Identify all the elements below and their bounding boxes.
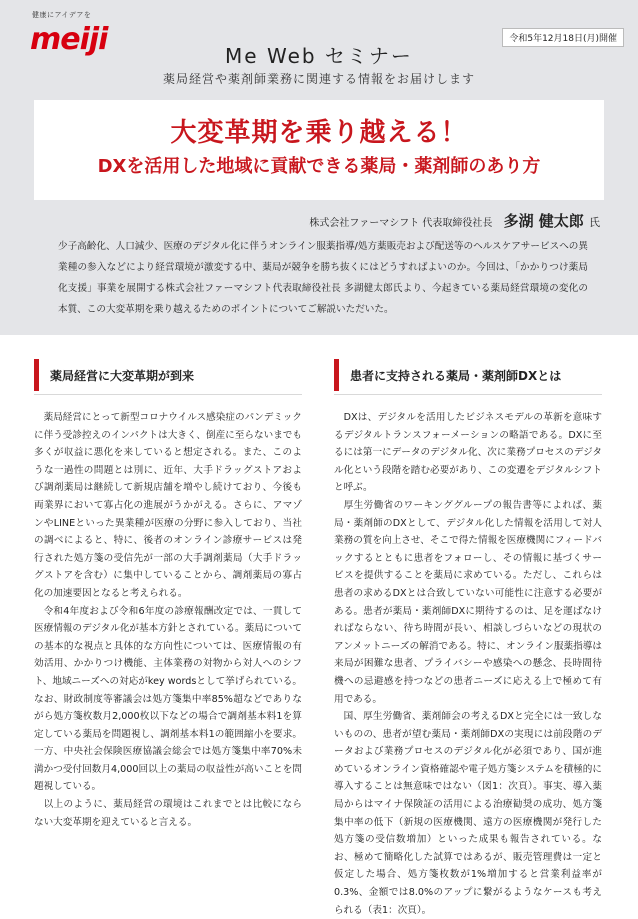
left-column	[34, 355, 302, 831]
paragraph: DXは、デジタルを活用したビジネスモデルの革新を意味するデジタルトランスフォーメーションの略語である。DXに至るには第一にデータのデジタル化、次に業務プロセスのデジタル化という段階を踏む必要があり、この変遷をデジタルシフトと呼ぶ。	[334, 412, 602, 494]
left-body	[34, 409, 302, 831]
sub-title: DXを活用した地域に貢献できる薬局・薬剤師のあり方	[97, 156, 541, 177]
date-badge: 令和5年12月18日(月)開催	[502, 28, 624, 47]
seminar-title: Me Web セミナー	[225, 44, 413, 68]
main-title: 大変革期を乗り越える！	[170, 118, 468, 148]
heading-accent-bar	[334, 359, 339, 391]
intro-text: 少子高齢化、人口減少、医療のデジタル化に伴うオンライン服薬指導/処方薬販売および配送等のヘルスケアサービスへの異業種の参入などにより経営環境が激変する中、薬局が競争を勝ち抜くにはどうすればよいのか。今回は、「かかりつけ薬局化支援」事業を展開する株式会社ファーマシフト代表取締役社長 多湖健太郎氏より、今起きている薬局経営環境の変化の本質、この大変革期を乗り越えるためのポイントについてご解説いただいた。	[58, 241, 588, 315]
paragraph: 令和4年度および令和6年度の診療報酬改定では、一貫して医療情報のデジタル化が基本方針とされている。薬局についての基本的な視点と具体的な方向性については、医療情報の有効活用、かかりつけ機能、主体業務の対物から対人へのシフト、地域ニーズへの対応がkey wordsとして挙げられている。なお、財政制度等審議会は処方箋集中率85%超などでありながら処方箋枚数月2,000枚以下などの場合で調剤基本料1を算定している薬局を問題視し、調剤基本料1の範囲縮小を要求。一方、中央社会保険医療協議会総会では処方箋集中率70%未満かつ受付回数月4,000回以上の薬局の収益性が高いことを問題視している。	[34, 605, 302, 793]
speaker	[309, 210, 600, 231]
seminar-subtitle: 薬局経営や薬剤師業務に関連する情報をお届けします	[162, 72, 475, 86]
paragraph: 薬局経営にとって新型コロナウイルス感染症のパンデミックに伴う受診控えのインパクトは大きく、倒産に至らないまでも多くが収益に悪化を来していると想定される。また、このような一過性の問題とは別に、近年、大手ドラッグストアおよび調剤薬局は継続して新規店舗を増やし続けており、今後も両業界において寡占化の進展がうかがえる。さらに、アマゾンやLINEといった異業種が医療の分野に参入しており、当社の調べによると、特に、後者のオンライン診療サービスは発行された処方箋の受信先が一部の大手調剤薬局（大手ドラッグストアを含む）に集中していることから、調剤薬局の寡占化の加速要因となると考えられる。	[34, 412, 302, 599]
section-title-left: 薬局経営に大変革期が到来	[50, 369, 195, 383]
section-heading-left	[34, 355, 302, 395]
title-band	[34, 100, 604, 200]
meiji-logo: meiji	[30, 22, 108, 57]
right-body	[334, 409, 602, 919]
paragraph: 以上のように、薬局経営の環境はこれまでとは比較にならない大変革期を迎えていると言える。	[34, 799, 302, 828]
speaker-name: 多湖 健太郎	[503, 212, 584, 230]
heading-accent-bar	[34, 359, 39, 391]
header-band	[0, 0, 638, 335]
paragraph: 厚生労働省のワーキンググループの報告書等によれば、薬局・薬剤師のDXとして、デジタル化した情報を活用して対人業務の質を向上させ、そこで得た情報を医療機関にフィードバックするとともに患者をフォローし、その情報に基づくサービスを提供することを薬局に求めている。ただし、これらは患者の求めるDXとは合致していない可能性に注意する必要がある。患者が薬局・薬剤師DXに期待するのは、足を運ばなければならない、待ち時間が長い、相談しづらいなどの現状のアンメットニーズの解消である。特に、オンライン服薬指導は来局が困難な患者、プライバシーや感染への懸念、長時間待機への忌避感を持つなどの患者ニーズに応える上で極めて有用である。	[334, 499, 602, 705]
right-column	[334, 355, 602, 919]
brand-tagline: 健康にアイデアを	[32, 11, 92, 19]
speaker-affiliation: 株式会社ファーマシフト 代表取締役社長	[309, 218, 493, 229]
section-heading-right	[334, 355, 602, 395]
paragraph: 国、厚生労働省、薬剤師会の考えるDXと完全には一致しないものの、患者が望む薬局・薬剤師DXの実現には前段階のデータおよび業務プロセスのデジタル化が必須であり、国が進めているオンライン資格確認や電子処方箋システムを積極的に導入することは無意味ではない（図1：次頁）。事実、導入薬局からはマイナ保険証の活用による治療勧奨の成功、処方箋集中率の低下（新規の医療機関、遠方の医療機関が発行した処方箋の受信数増加）といった成果も報告されている。なお、極めて簡略化した試算ではあるが、販売管理費は一定と仮定した場合、処方箋枚数が1%増加すると営業利益率が0.3%、金額では8.0%のアップに繋がるようなケースも考えられる（表1：次頁）。	[334, 711, 602, 916]
speaker-honorific: 氏	[589, 216, 600, 229]
section-title-right: 患者に支持される薬局・薬剤師DXとは	[350, 369, 562, 383]
